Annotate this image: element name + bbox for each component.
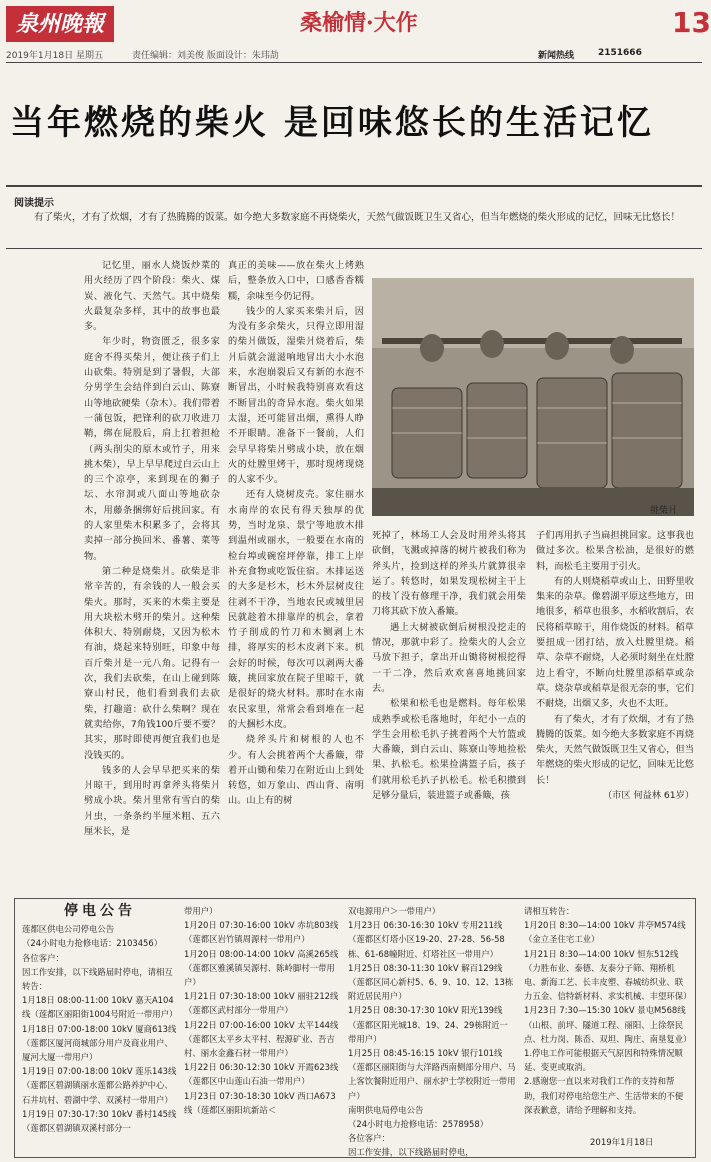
notice-line: 1月25日 08:30-11:30 10kV 解百129线（莲都区同心新村5、6、9、10、12、13栋附近居民用户） [348, 962, 514, 1002]
notice-line: 1月19日 07:00-18:00 10kV 莲乐143线（莲都区碧湖镇丽水莲都公路养护中心、石井坑村、碧湖中学、双溪村一带用户） [22, 1066, 177, 1105]
notice-line: 1月22日 07:00-16:00 10kV 太平144线（莲都区太平乡太平村、程源矿业、吾吉村、丽水金鑫石材一带用户） [184, 1019, 339, 1059]
notice-line: 1月21日 07:30-18:00 10kV 丽驻212线（莲都区武村部分一带用户） [184, 991, 339, 1016]
notice-line: 1月18日 07:00-18:00 10kV 厦商613线（莲都区厦河商城部分用户及商业用户、厦河大厦一带用户） [22, 1023, 177, 1063]
notice-line: 1月23日 07:30-18:30 10kV 西口A673线（莲都区丽阳坑新站＜ [184, 1090, 336, 1115]
notice-line: 因工作安排，以下线路届时停电， [348, 1147, 474, 1158]
footer-date: 2019年1月18日 [590, 1138, 654, 1148]
paragraph: 年少时，物资匮乏，很多家庭舍不得买柴爿，便让孩子们上山砍柴。特别是到了暑假，大部分男学生会结伴到白云山、陈寮山等地砍硬柴（杂木）。我们带着一蒲包饭，把锋利的砍刀收进刀鞘，绑在屁股后，肩上扛着担枪（两头削尖的原木或竹子，用来挑木柴），早上早早爬过白云山上的三个凉亭，来到现在的狮子坛、水帘洞或八面山等地砍杂木，用藤条捆绑好后挑回家。有的人家里柴木积累多了，会将其卖掉一部分换回米、番薯、菜等物。 [84, 336, 220, 562]
notice-line: 1月25日 08:30-17:30 10kV 阳光139线（莲都区阳光城18、19、24、29栋附近一带用户） [348, 1005, 508, 1044]
notice-line: 1月22日 06:30-12:30 10kV 开霞623线（莲都区中山莲山石油一带用户） [184, 1062, 339, 1087]
article-column-4 [536, 528, 694, 890]
issue-date: 2019年1月18日 星期五 [6, 51, 103, 61]
article-column-1 [84, 258, 220, 888]
header-rule [6, 62, 702, 63]
notice-line: 各位客户： [348, 1133, 390, 1144]
page-number: 13 [672, 6, 711, 39]
article-column-3 [372, 528, 526, 890]
notice-line: （24小时电力抢修电话：2578958） [348, 1119, 489, 1130]
article-column-2 [228, 258, 364, 888]
headline-rule [6, 185, 702, 187]
notice-line: 1月23日 7:30—15:30 10kV 景屯M568线（山根、前坪、隧道工程、丽阳、上徐祭民点、杜力岗、陈岙、双坦、陶庄、南垦复业） [524, 1005, 692, 1044]
guide-rule [6, 248, 702, 249]
notice-line: 1月23日 06:30-16:30 10kV 专用211线（莲都区灯塔小区19-20、27-28、56-58栋、61-68幢附近、灯塔社区一带用户） [348, 920, 505, 959]
paragraph: 死掉了，林场工人会及时用斧头将其砍倒，飞溅或掉落的树片被我们称为斧头片，捡到这样的斧头片就算很幸运了。转悠时，如果发现松树主干上的枝丫没有修理干净，我们就会用柴刀将其砍下放入番簸。 [372, 530, 526, 618]
paragraph: 有的人则烧稻草或山上、田野里收集来的杂草。像碧湖平原这些地方，田地很多，稻草也很多，水稻收割后，农民将稻草晾干，用作烧饭的材料。稻草要扭成一团打结，放入灶膛里烧。稻草、杂草不耐烧，人必须时刻坐在灶膛边上看守，不断向灶膛里添稻草或杂草。烧杂草或稻草是很无奈的事，它们不耐烧，出烟又多，火也不太旺。 [536, 575, 694, 710]
paragraph: 还有人烧树皮壳。家住丽水水南岸的农民有得天独厚的优势，当时龙泉、景宁等地放木排到温州或丽水，一般要在水南的检台埠或碗窑坪停靠，排工上岸补充食物或吃饭住宿。木排运送的大多是杉木，杉木外层树皮往往剥不干净，当地农民或城里居民就趁着木排靠岸的机会，拿着竹子削成的竹刀和木铡剥上木排，将厚实的杉木皮剥下来。机会好的时候，每次可以剥两大番簸，挑回家放在院子里晾干，就是很好的烧火材料。那时在水南农民家里，常常会看到堆在一起的大捆杉木皮。 [228, 489, 364, 730]
author-signature: （市区 何益林 61岁） [602, 790, 694, 802]
notice-line: （24小时电力抢修电话：2103456） [22, 938, 163, 949]
paragraph: 真正的美味——放在柴火上烤熟后，整条放入口中，口感香香糯糯，余味至今仍记得。 [228, 260, 364, 302]
notice-line: 2.感谢您一直以来对我们工作的支持和帮助，我们对停电给您生产、生活带来的不便深表歉意，请给予理解和支持。 [524, 1076, 684, 1115]
paragraph: 烧斧头片和树根的人也不少。有人会挑着两个大番簸，带着开山锄和柴刀在附近山上到处转悠，如万象山、西山背、南明山。山上有的树 [228, 734, 364, 807]
paragraph: 松果和松毛也是燃料。每年松果成熟季或松毛落地时，年纪小一点的学生会用松毛扒子挑着两个大竹篮或大番簸，到白云山、陈寮山等地捡松果、扒松毛。松果捡满篮子后，孩子们就用松毛扒子扒松毛。松毛积攒到足够分量后，装进篮子或番簸，孩 [372, 698, 526, 802]
paragraph: 钱多的人会早早把买来的柴爿晾干，到用时再拿斧头将柴爿劈成小块。柴爿里常有雪白的柴爿虫，一条条约半厘米粗、五六厘米长，是 [84, 764, 220, 837]
paragraph: 第二种是烧柴爿。砍柴是非常辛苦的，有余钱的人一般会买柴火。那时，买来的木柴主要是用大块松木劈开的柴爿。这种柴体积大、特别耐烧，又因为松木有油，烧起来特别旺，印象中每百斤柴爿是一元八角。记得有一次，我们去砍柴，在山上碰到陈寮山村民，他们看到我们去砍柴，打趣道：砍什么柴啊？现在就卖给你，7角钱100斤要不要？其实，那时即使再便宜我们也是没钱买的。 [84, 565, 220, 761]
outage-column-2 [184, 904, 342, 1152]
headline: 当年燃烧的柴火 是回味悠长的生活记忆 [10, 103, 654, 143]
paragraph: 有了柴火，才有了炊烟，才有了热腾腾的饭菜。如今绝大多数家庭不再烧柴火，天然气做饭既卫生又省心，但当年燃烧的柴火形成的记忆，回味无比悠长！ [536, 713, 694, 786]
section-title: 桑榆情·大作 [300, 10, 418, 36]
outage-column-1 [22, 904, 178, 1152]
paragraph: 钱少的人家买来柴爿后，因为没有多余柴火，只得立即用湿的柴爿做饭，湿柴爿烧着后，柴爿后就会滋滋响地冒出大小水泡来，水泡崩裂后又有新的水泡不断冒出，小时候我特别喜欢看这不断冒出的奇异水泡。柴火如果太湿，还可能冒出烟，熏得人睁不开眼睛。准备下一餐前，人们会早早将柴爿劈成小块，放在烟火的灶膛里烤干，那时现烤现烧的人家不少。 [228, 305, 364, 486]
notice-line: 因工作安排，以下线路届时停电，请相互转告： [22, 966, 173, 992]
hotline-label: 新闻热线 [538, 51, 575, 61]
notice-line: 1.停电工作可能根据天气原因和特殊情况顺延、变更或取消。 [524, 1048, 683, 1073]
photo-caption: 挑柴爿 [650, 506, 678, 516]
notice-line: 双电源用户＞一带用户） [348, 906, 441, 916]
notice-line: 莲都区供电公司停电公告 [22, 924, 115, 935]
notice-line: 南明供电局停电公告 [348, 1104, 424, 1115]
hotline-number: 2151666 [598, 48, 642, 58]
newspaper-logo: 泉州晚報 [6, 6, 114, 42]
paragraph: 遇上大树被砍倒后树根没挖走的情况，那就中彩了。捡柴火的人会立马放下担子，拿出开山锄将树根挖得一干二净，然后欢欢喜喜地挑回家去。 [372, 621, 526, 694]
notice-line: 1月19日 07:30-17:30 10kV 番村145线（莲都区碧湖镇双溪村部分一 [22, 1108, 177, 1134]
paragraph: 记忆里，丽水人烧饭炒菜的用火经历了四个阶段：柴火、煤炭、液化气、天然气。其中烧柴火最复杂多样，其中的故事也最多。 [84, 260, 220, 333]
notice-line: 1月21日 8:30—14:00 10kV 恒东512线（力胜布业、泰德、友泰分子筛、翔桥机电、新海工艺、长丰皮塑、春城纺织业、联力五金、信特新材料、求实机械、丰望环保） [524, 948, 692, 1002]
outage-column-3 [348, 904, 516, 1158]
outage-column-4 [524, 904, 692, 1134]
outage-title: 停电公告 [64, 903, 136, 919]
notice-line: 1月20日 08:00-14:00 10kV 高溪265线（莲都区雅溪镇吴源村、陈岭脚村一带用户） [184, 948, 339, 988]
notice-line: 请相互转告： [524, 906, 575, 916]
guide-title: 阅读提示 [14, 198, 54, 209]
notice-line: 各位客户： [22, 952, 64, 963]
editor-credits: 责任编辑：刘美俊 版面设计：朱玮劼 [132, 51, 279, 61]
notice-line: 带用户） [184, 906, 218, 916]
paragraph: 子们再用扒子当扁担挑回家。这事我也做过多次。松果含松油，是很好的燃料，而松毛主要用于引火。 [536, 530, 694, 572]
photo-illustration [372, 278, 694, 516]
firewood-photo [372, 278, 694, 516]
notice-line: 1月18日 08:00-11:00 10kV 嘉天A104线（莲都区丽阳街1004号附近一带用户） [22, 995, 178, 1020]
notice-line: 1月25日 08:45-16:15 10kV 银行101线（莲都区丽阳街与大洋路西南侧部分用户、马上客饮餐附近用户、丽水护士学校附近一带用户） [348, 1048, 516, 1101]
notice-line: 1月20日 8:30—14:00 10kV 井亭M574线（金立圣住宅工业） [524, 920, 686, 945]
notice-line: 1月20日 07:30-16:00 10kV 赤坑803线（莲都区岩竹镇周源村一带用户） [184, 920, 339, 945]
guide-text: 有了柴火，才有了炊烟，才有了热腾腾的饭菜。如今绝大多数家庭不再烧柴火，天然气做饭既卫生又省心，但当年燃烧的柴火形成的记忆，回味无比悠长！ [34, 212, 681, 223]
